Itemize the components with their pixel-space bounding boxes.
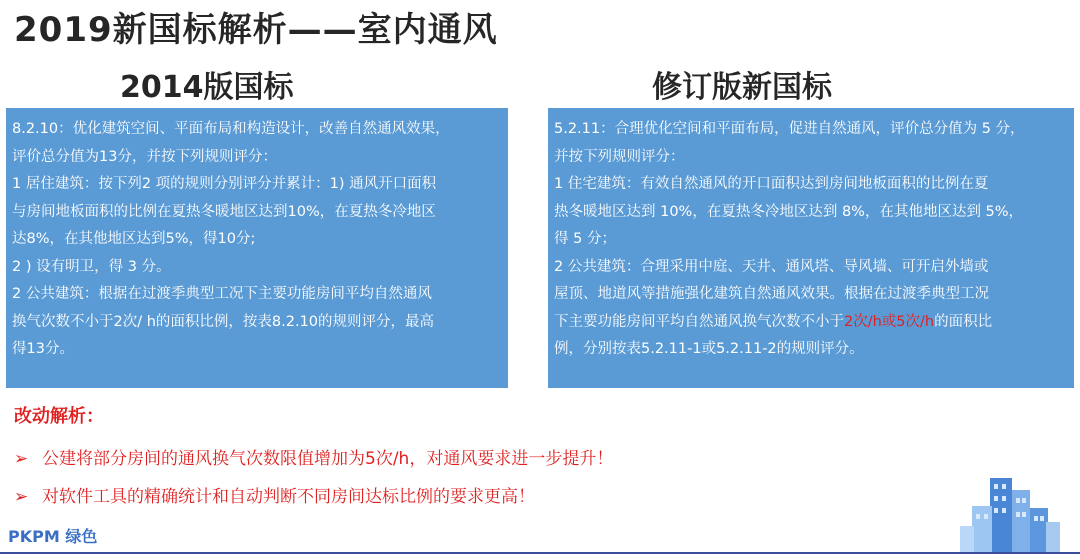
left-heading: 2014版国标	[120, 70, 294, 105]
right-line: 热冬暖地区达到 10%，在夏热冬冷地区达到 8%，在其他地区达到 5%，	[554, 203, 1024, 220]
analysis-point-text: 对软件工具的精确统计和自动判断不同房间达标比例的要求更高！	[42, 487, 535, 507]
analysis-point-text: 公建将部分房间的通风换气次数限值增加为5次/h，对通风要求进一步提升！	[42, 449, 614, 469]
analysis-point	[14, 482, 535, 507]
highlight-value: 2次/h或5次/h	[844, 313, 935, 330]
page-title: 2019新国标解析——室内通风	[14, 10, 498, 50]
left-line: 8.2.10：优化建筑空间、平面布局和构造设计，改善自然通风效果，	[12, 121, 450, 137]
left-line: 达8%，在其他地区达到5%，得10分;	[12, 231, 256, 247]
left-line: 2 ) 设有明卫，得 3 分。	[12, 258, 171, 275]
logo-suffix: 绿色	[65, 527, 98, 546]
left-line: 2 公共建筑：根据在过渡季典型工况下主要功能房间平均自然通风	[12, 286, 432, 302]
line-suffix: 的面积比	[934, 313, 993, 330]
analysis-point	[14, 444, 613, 469]
line-prefix: 下主要功能房间平均自然通风换气次数不小于	[554, 313, 844, 330]
right-line: 并按下列规则评分：	[554, 148, 685, 165]
standard-revised-box	[548, 108, 1074, 388]
standard-2014-box	[6, 108, 508, 388]
footer-divider	[0, 552, 1080, 554]
left-line: 换气次数不小于2次/ h的面积比例，按表8.2.10的规则评分，最高	[12, 313, 435, 330]
right-line-highlighted	[554, 309, 1068, 337]
arrow-bullet-icon: ➢	[14, 449, 29, 469]
left-line: 与房间地板面积的比例在夏热冬暖地区达到10%，在夏热冬冷地区	[12, 203, 436, 220]
logo-brand: PKPM	[8, 527, 60, 546]
right-line: 例，分别按表5.2.11-1或5.2.11-2的规则评分。	[554, 341, 864, 357]
pkpm-logo	[8, 524, 97, 547]
right-line: 1 住宅建筑：有效自然通风的开口面积达到房间地板面积的比例在夏	[554, 176, 989, 192]
arrow-bullet-icon: ➢	[14, 487, 29, 507]
right-line: 得 5 分；	[554, 231, 616, 247]
right-line: 5.2.11：合理优化空间和平面布局，促进自然通风，评价总分值为 5 分，	[554, 121, 1025, 137]
left-line: 1 居住建筑：按下列2 项的规则分别评分并累计：1) 通风开口面积	[12, 176, 437, 192]
left-line: 得13分。	[12, 341, 74, 357]
analysis-label: 改动解析：	[14, 406, 104, 427]
right-line: 屋顶、地道风等措施强化建筑自然通风效果。根据在过渡季典型工况	[554, 286, 989, 302]
left-line: 评价总分值为13分，并按下列规则评分：	[12, 148, 277, 165]
right-heading: 修订版新国标	[652, 70, 832, 105]
city-buildings-icon	[960, 468, 1060, 552]
right-line: 2 公共建筑：合理采用中庭、天井、通风塔、导风墙、可开启外墙或	[554, 258, 989, 275]
